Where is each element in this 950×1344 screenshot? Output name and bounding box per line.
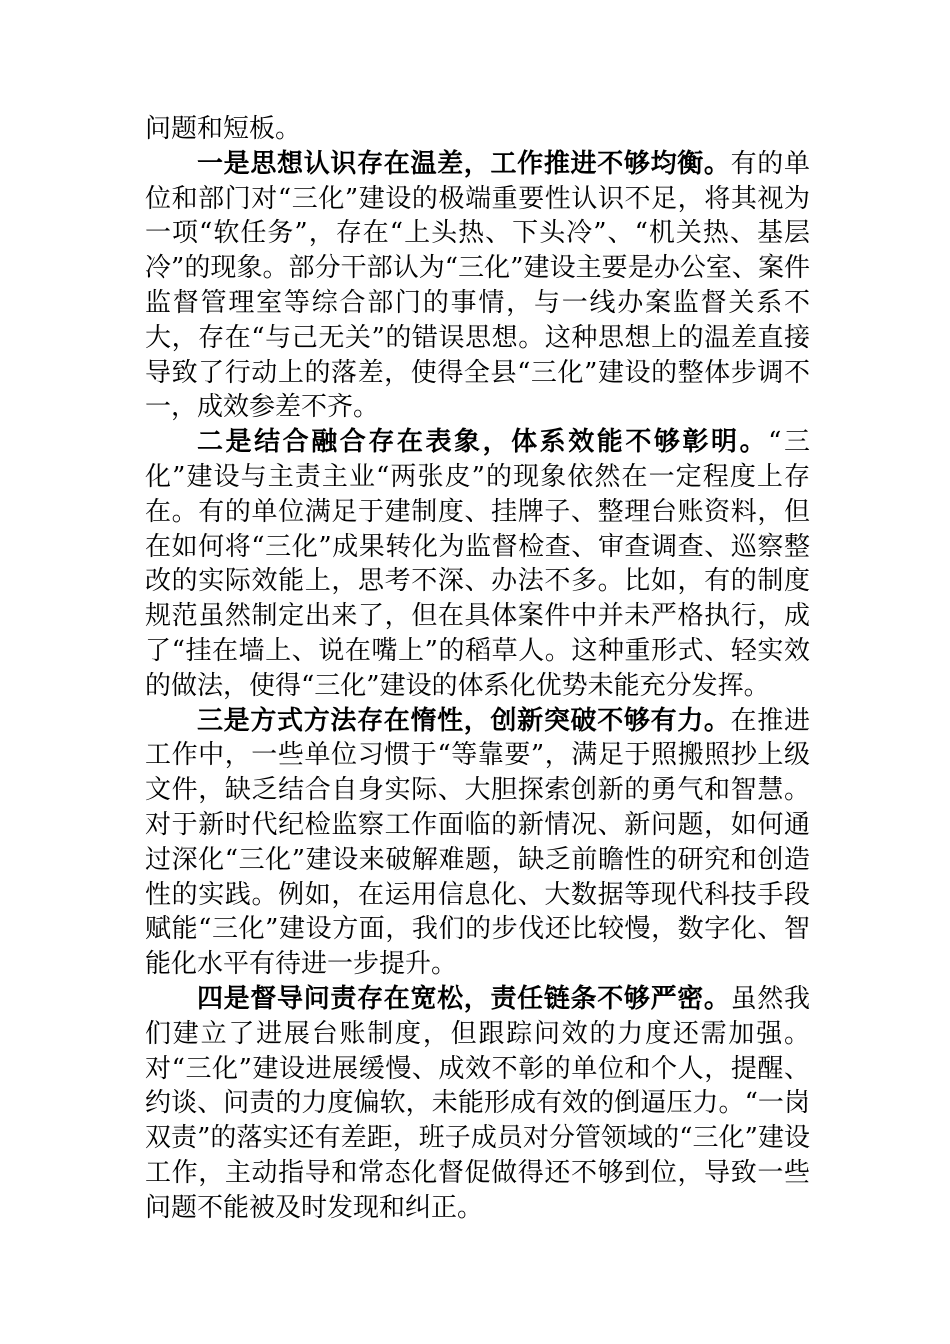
paragraph-text: 在推进工作中，一些单位习惯于“等靠要”，满足于照搬照抄上级文件，缺乏结合自身实际、大胆探索创新的勇气和智慧。对于新时代纪检监察工作面临的新情况、新问题，如何通过深化“三化”建设来破解难题，缺乏前瞻性的研究和创造性的实践。例如，在运用信息化、大数据等现代科技手段赋能“三化”建设方面，我们的步伐还比较慢，数字化、智能化水平有待进一步提升。 — [145, 705, 810, 980]
document-body — [145, 112, 810, 1226]
paragraph-text: 虽然我们建立了进展台账制度，但跟踪问效的力度还需加强。对“三化”建设进展缓慢、成效不彰的单位和个人，提醒、约谈、问责的力度偏软，未能形成有效的倒逼压力。“一岗双责”的落实还有差距，班子成员对分管领域的“三化”建设工作，主动指导和常态化督促做得还不够到位，导致一些问题不能被及时发现和纠正。 — [145, 983, 810, 1223]
paragraph-issue-4 — [145, 982, 810, 1226]
paragraph-issue-2 — [145, 425, 810, 703]
paragraph-issue-3 — [145, 704, 810, 982]
paragraph-lead: 二是结合融合存在表象，体系效能不够彰明。 — [197, 427, 769, 458]
paragraph-continuation — [145, 112, 810, 147]
paragraph-text: “三化”建设与主责主业“两张皮”的现象依然在一定程度上存在。有的单位满足于建制度、挂牌子、整理台账资料，但在如何将“三化”成果转化为监督检查、审查调查、巡察整改的实际效能上，思考不深、办法不多。比如，有的制度规范虽然制定出来了，但在具体案件中并未严格执行，成了“挂在墙上、说在嘴上”的稻草人。这种重形式、轻实效的做法，使得“三化”建设的体系化优势未能充分发挥。 — [145, 427, 810, 701]
paragraph-lead: 四是督导问责存在宽松，责任链条不够严密。 — [197, 983, 731, 1014]
paragraph-text: 问题和短板。 — [145, 114, 302, 144]
paragraph-lead: 三是方式方法存在惰性，创新突破不够有力。 — [197, 705, 731, 736]
paragraph-text: 有的单位和部门对“三化”建设的极端重要性认识不足，将其视为一项“软任务”，存在“上头热、下头冷”、“机关热、基层冷”的现象。部分干部认为“三化”建设主要是办公室、案件监督管理室等综合部门的事情，与一线办案监督关系不大，存在“与己无关”的错误思想。这种思想上的温差直接导致了行动上的落差，使得全县“三化”建设的整体步调不一，成效参差不齐。 — [145, 148, 810, 423]
paragraph-issue-1 — [145, 147, 810, 425]
paragraph-lead: 一是思想认识存在温差，工作推进不够均衡。 — [197, 148, 731, 179]
